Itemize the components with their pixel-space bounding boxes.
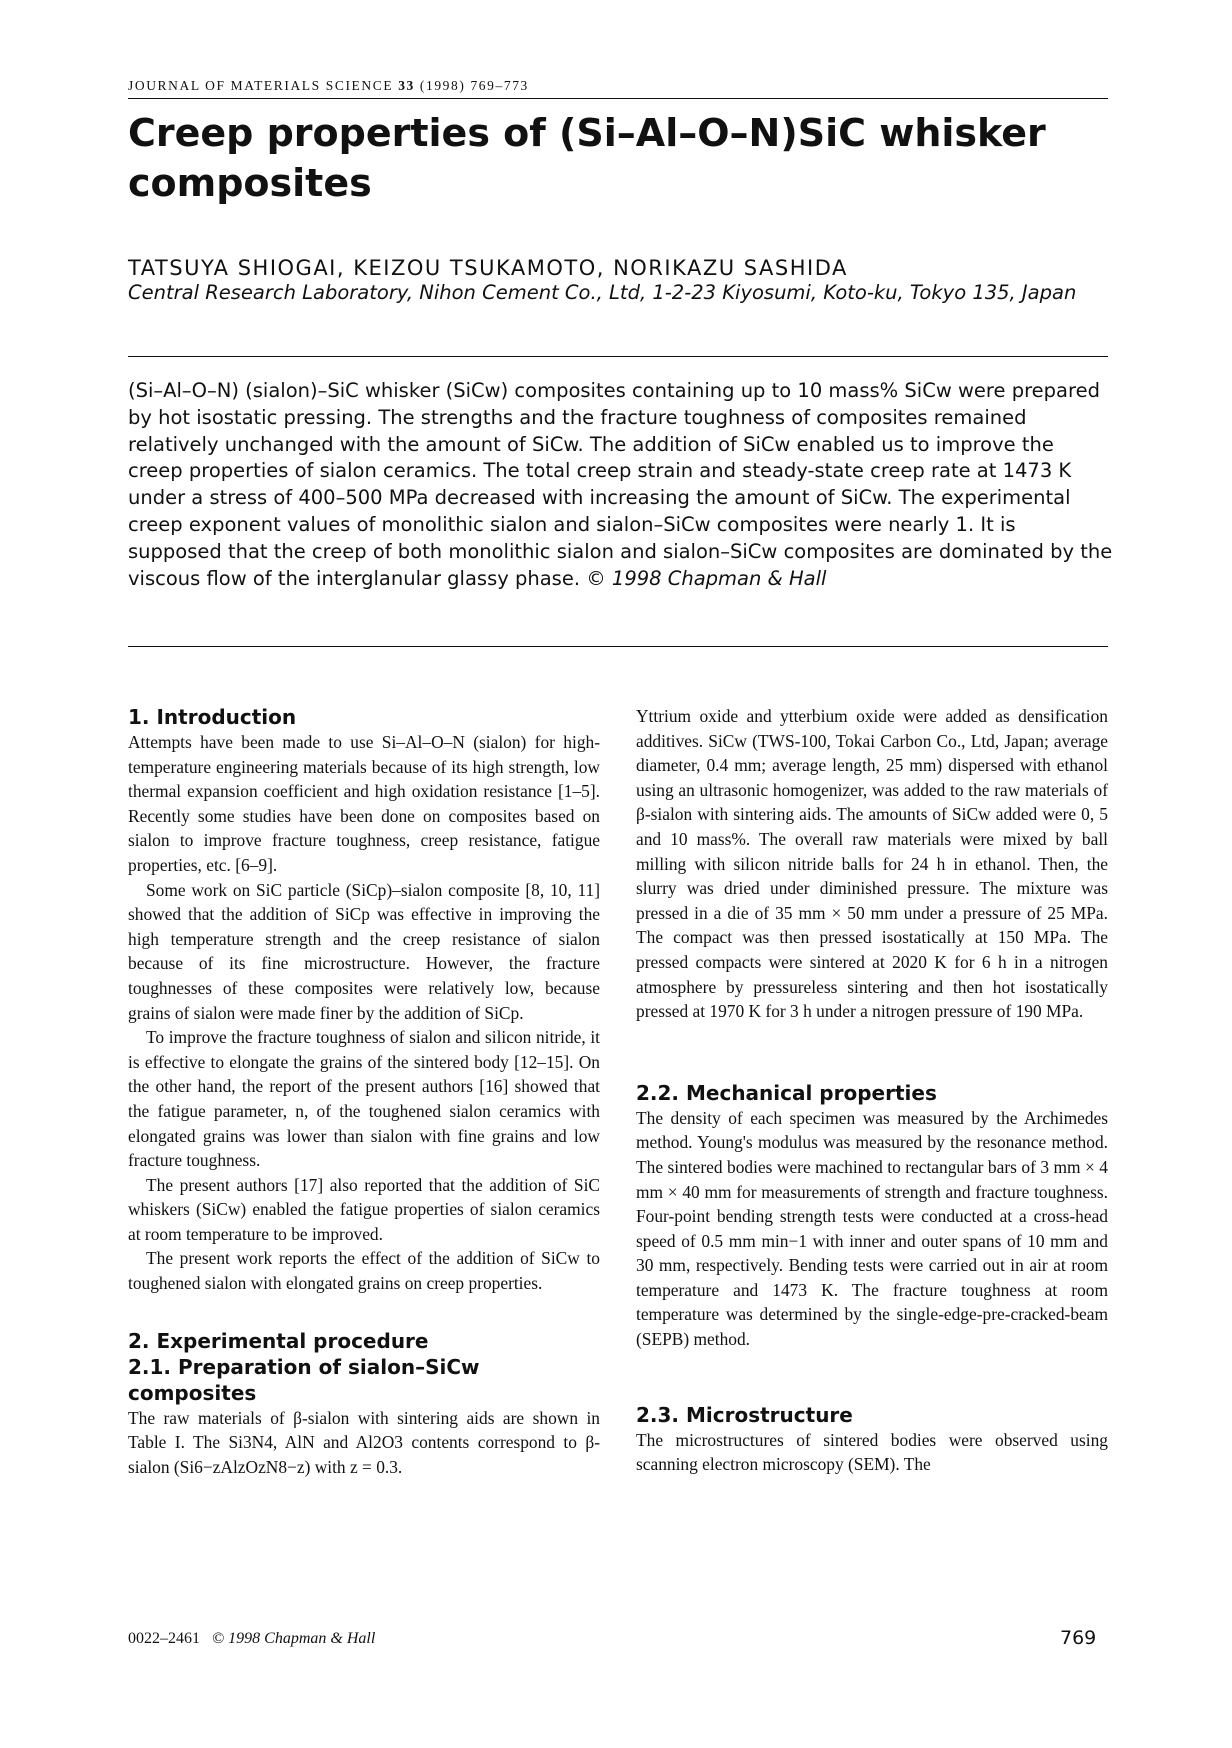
authors: TATSUYA SHIOGAI, KEIZOU TSUKAMOTO, NORIKAZU SASHIDA: [128, 256, 848, 280]
intro-paragraph-4: The present authors [17] also reported that the addition of SiC whiskers (SiCw) enabled the fatigue properties of sialon ceramics at room temperature to be improved.: [128, 1174, 600, 1244]
page-number: 769: [1060, 1627, 1097, 1649]
intro-paragraph-5: The present work reports the effect of the addition of SiCw to toughened sialon with elongated grains on creep properties.: [128, 1248, 600, 1294]
abstract-text: (Si–Al–O–N) (sialon)–SiC whisker (SiCw) composites containing up to 10 mass% SiCw were prepared by hot isostatic pressing. The strengths and the fracture toughness of composites remained relatively unchanged with the amount of SiCw. The addition of SiCw enabled us to improve the creep properties of sialon ceramics. The total creep strain and steady-state creep rate at 1473 K under a stress of 400–500 MPa decreased with increasing the amount of SiCw. The experimental creep exponent values of monolithic sialon and sialon–SiCw composites were nearly 1. It is supposed that the creep of both monolithic sialon and sialon–SiCw composites are dominated by the viscous flow of the interglanular glassy phase.: [128, 379, 1113, 590]
intro-paragraph-3: To improve the fracture toughness of sialon and silicon nitride, it is effective to elongate the grains of the sintered body [12–15]. On the other hand, the report of the present authors [16] showed that the fatigue parameter, n, of the toughened sialon ceramics with elongated grains was lower than sialon with fine grains and low fracture toughness.: [128, 1027, 600, 1171]
subsection-2-2-heading: 2.2. Mechanical properties: [636, 1080, 937, 1105]
subsection-2-2-paragraph: The density of each specimen was measured by the Archimedes method. Young's modulus was measured by the resonance method. The sintered bodies were machined to rectangular bars of 3 mm × 4 mm × 40 mm for measurements of strength and fracture toughness. Four-point bending strength tests were conducted at a cross-head speed of 0.5 mm min−1 with inner and outer spans of 10 mm and 30 mm, respectively. Bending tests were carried out in air at room temperature and 1473 K. The fracture toughness at room temperature was determined by the single-edge-pre-cracked-beam (SEPB) method.: [636, 1107, 1108, 1350]
section-introduction-heading: 1. Introduction: [128, 705, 297, 729]
abstract: [128, 378, 1113, 592]
header-rule: [128, 98, 1108, 99]
preparation-continued-paragraph: Yttrium oxide and ytterbium oxide were added as densification additives. SiCw (TWS-100, Tokai Carbon Co., Ltd, Japan; average diameter, 0.4 mm; average length, 25 mm) dispersed with ethanol using an ultrasonic homogenizer, was added to the raw materials of β-sialon with sintering aids. The amounts of SiCw added were 0, 5 and 10 mass%. The overall raw materials were mixed by ball milling with silicon nitride balls for 24 h in ethanol. Then, the slurry was dried under diminished pressure. The mixture was pressed in a die of 35 mm × 50 mm under a pressure of 25 MPa. The compact was then pressed isostatically at 150 MPa. The pressed compacts were sintered at 2020 K for 6 h in a nitrogen atmosphere by pressureless sintering and then hot isostatically pressed at 1970 K for 3 h under a nitrogen pressure of 190 MPa.: [636, 706, 1108, 1022]
affiliation: Central Research Laboratory, Nihon Cement Co., Ltd, 1-2-23 Kiyosumi, Koto-ku, Tokyo 135, Japan: [128, 281, 1077, 304]
footer-issn-copyright: [128, 1630, 375, 1648]
right-column: [636, 704, 1108, 1477]
abstract-rule-bottom: [128, 646, 1108, 647]
intro-paragraph-2: Some work on SiC particle (SiCp)–sialon composite [8, 10, 11] showed that the addition of SiCp was effective in improving the high temperature strength and the creep resistance of sialon because of its fine microstructure. However, the fracture toughnesses of these composites were relatively low, because grains of sialon were made finer by the addition of SiCp.: [128, 879, 600, 1023]
subsection-2-3-paragraph: The microstructures of sintered bodies were observed using scanning electron microscopy (SEM). The: [636, 1429, 1108, 1475]
paper-title: Creep properties of (Si–Al–O–N)SiC whisker composites: [128, 111, 1046, 205]
footer-issn: 0022–2461: [128, 1630, 200, 1647]
subsection-2-1-heading: 2.1. Preparation of sialon–SiCw composites: [128, 1354, 480, 1405]
abstract-copyright: © 1998 Chapman & Hall: [586, 566, 827, 590]
journal-header: [128, 78, 529, 94]
journal-name: JOURNAL OF MATERIALS SCIENCE: [128, 78, 394, 93]
subsection-2-1-paragraph: The raw materials of β-sialon with sintering aids are shown in Table I. The Si3N4, AlN and Al2O3 contents correspond to β-sialon (Si6−zAlzOzN8−z) with z = 0.3.: [128, 1407, 600, 1477]
left-column: [128, 704, 600, 1479]
subsection-2-3-heading: 2.3. Microstructure: [636, 1402, 853, 1427]
journal-year-pages: (1998) 769–773: [419, 78, 529, 93]
journal-volume: 33: [398, 78, 415, 93]
intro-paragraph-1: Attempts have been made to use Si–Al–O–N (sialon) for high-temperature engineering materials because of its high strength, low thermal expansion coefficient and high oxidation resistance [1–5]. Recently some studies have been done on composites based on sialon to improve fracture toughness, creep resistance, fatigue properties, etc. [6–9].: [128, 732, 600, 875]
footer-copyright: © 1998 Chapman & Hall: [212, 1630, 376, 1647]
section-experimental-heading: 2. Experimental procedure: [128, 1328, 429, 1353]
abstract-rule-top: [128, 356, 1108, 357]
